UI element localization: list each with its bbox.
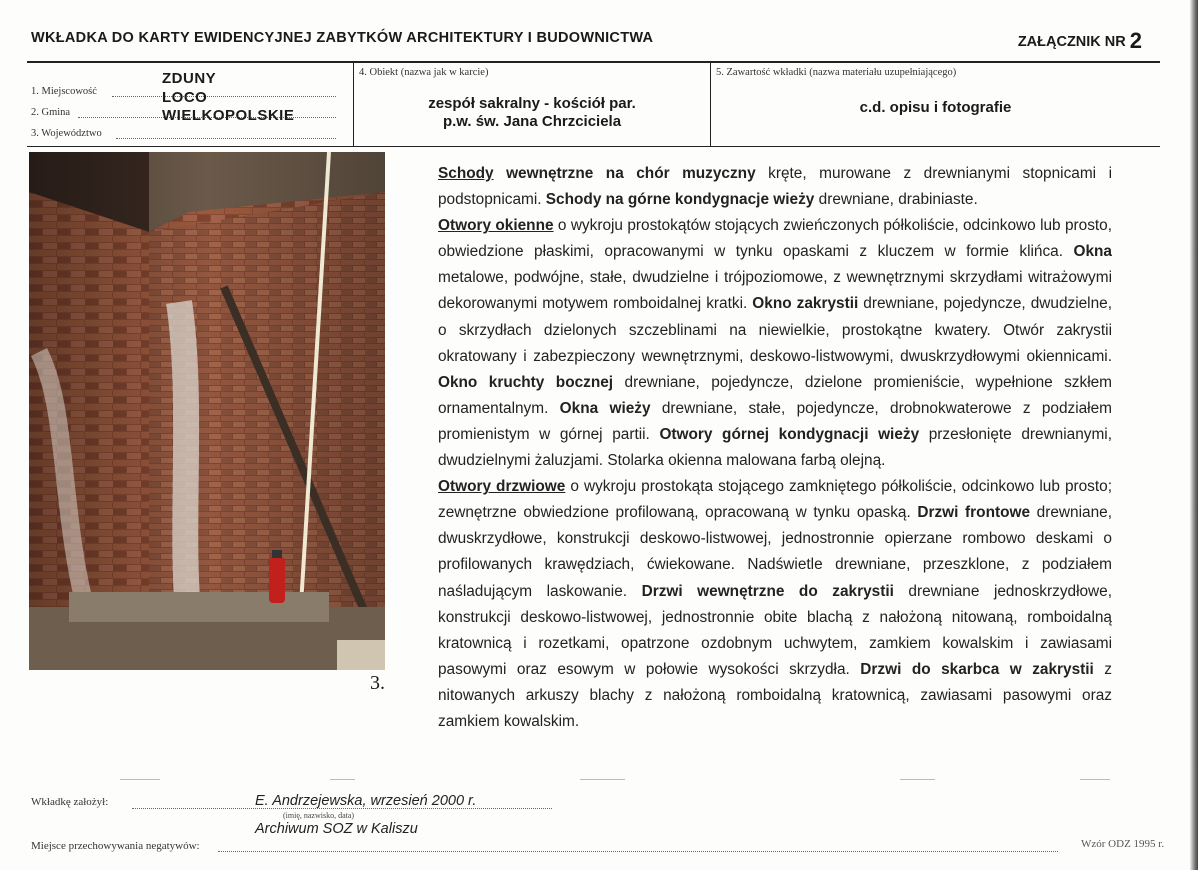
negatives-label: Miejsce przechowywania negatywów: [31, 840, 200, 852]
voivodeship-label: 3. Województwo [31, 128, 102, 139]
paragraph-windows [438, 213, 1112, 474]
header-top-rule [27, 61, 1160, 63]
text-run: z nitowanych arkuszy blachy z nałożoną romboidalną kratownicą, zawiasami pasowymi oraz zamkiem kowalskim. [438, 660, 1112, 730]
attachment-label-text: ZAŁĄCZNIK NR [1017, 34, 1126, 50]
archive-value: Archiwum SOZ w Kaliszu [255, 821, 418, 837]
text-run: drewniane jednoskrzydłowe, konstrukcji deskowo-listwowej, jednostronnie obite blachą z nałożoną nitowaną, romboidalną kratownicą i rozetkami, opatrzone ozdobnym uchwytem, zamkiem kowalskim i zawiasami pasowymi oraz esowym w połowie wysokości skrzydła. [438, 582, 1113, 678]
bold-term: Okno zakrystii [752, 295, 859, 313]
scan-edge [1190, 0, 1198, 870]
separator-dash [120, 779, 160, 780]
attachment-label [1018, 28, 1142, 54]
description-text [438, 161, 1112, 735]
content-value: c.d. opisu i fotografie [859, 99, 1012, 116]
commune-label: 2. Gmina [31, 107, 71, 118]
text-run: metalowe, podwójne, stałe, dwudzielne i trójpoziomowe, z wewnętrznymi skrzydłami witrażowymi dekorowanymi motywem romboidalnej kratki. [438, 269, 1112, 313]
bold-term: Drzwi do skarbca w zakrystii [860, 660, 1094, 678]
text-run: drewniane, pojedyncze, dwudzielne, o skrzydłach dzielonych szczeblinami na niewielkie, prostokątne kwatery. Otwór zakrystii okratowany i zabezpieczony wewnętrznymi, deskowo-listwowymi, dwuskrzydłowymi okiennicami. [438, 295, 1112, 365]
header-bottom-rule [27, 146, 1160, 147]
bold-term: Okna wieży [559, 399, 651, 417]
object-label: 4. Obiekt (nazwa jak w karcie) [359, 67, 489, 78]
section-heading: Otwory okienne [438, 217, 554, 235]
separator-dash [330, 779, 355, 780]
bold-term: wewnętrzne na chór muzyczny [493, 165, 756, 182]
locality-label: 1. Miejscowość [31, 86, 97, 97]
locality-dots [112, 96, 336, 97]
attachment-number: 2 [1129, 28, 1142, 53]
commune-value: LOCO [162, 89, 208, 106]
text-run: kręte, murowane z drewnianymi stopnicami i podstopnicami. [438, 165, 1112, 209]
text-run: drewniane, dwuskrzydłowe, konstrukcji deskowo-listwowej, jednostronnie opierzane rombowo deskami o profilowanych krawędziach, ćwiekowane. Nadświetle drewniane, przeszklone, z podziałem naśladującym laskowanie. [438, 504, 1112, 600]
text-run: przesłonięte drewnianymi, dwudzielnymi żaluzjami. Stolarka okienna malowana farbą olejną. [438, 425, 1112, 470]
separator-dash [900, 779, 935, 780]
voivodeship-dots [116, 138, 336, 139]
object-name [354, 95, 710, 131]
negatives-dots [218, 851, 1058, 852]
content-label: 5. Zawartość wkładki (nazwa materiału uzupełniającego) [716, 67, 957, 78]
separator-dash [580, 779, 625, 780]
text-run: o wykroju prostokątów stojących zwieńczonych półkoliście, odcinkowo lub prosto, obwiedzione płaskimi, opracowanymi w tynku opaskami z kluczem w formie klińca. [438, 217, 1113, 261]
author-hint: (imię, nazwisko, data) [283, 811, 355, 820]
bold-term: Drzwi frontowe [917, 504, 1031, 522]
bold-term: Okna [1073, 243, 1112, 261]
paragraph-doors [438, 474, 1112, 735]
bold-term: Drzwi wewnętrzne do zakrystii [641, 582, 894, 600]
section-heading: Otwory drzwiowe [438, 478, 566, 496]
voivodeship-value: WIELKOPOLSKIE [162, 107, 295, 124]
photo-number: 3. [370, 672, 385, 694]
text-run: drewniane, pojedyncze, dzielone promieniście, wypełnione szkłem ornamentalnym. [438, 373, 1112, 417]
author-label: Wkładkę założył: [31, 796, 109, 808]
text-run: drewniane, stałe, pojedyncze, drobnokwaterowe z podziałem promienistym w górnej partii. [438, 399, 1112, 443]
stairwell-photo [29, 152, 385, 670]
author-value: E. Andrzejewska, wrzesień 2000 r. [255, 793, 477, 809]
separator-dash [1080, 779, 1110, 780]
section-heading: Schody [438, 165, 494, 182]
text-run: o wykroju prostokąta stojącego zamkniętego półkoliście, odcinkowo lub prosto; zewnętrzne obwiedzione profilowaną, opracowaną w tynku opaską. [438, 478, 1112, 522]
bold-term: Otwory górnej kondygnacji wieży [659, 425, 920, 443]
bold-term: Schody na górne kondygnacje wieży [545, 191, 815, 209]
object-line-2: p.w. św. Jana Chrzciciela [442, 113, 622, 130]
form-code: Wzór ODZ 1995 r. [1081, 838, 1165, 850]
form-title: WKŁADKA DO KARTY EWIDENCYJNEJ ZABYTKÓW ARCHITEKTURY I BUDOWNICTWA [31, 30, 654, 46]
paragraph-stairs [438, 161, 1112, 213]
object-line-1: zespół sakralny - kościół par. [428, 95, 636, 112]
stairwell-photo-image [29, 152, 385, 670]
bold-term: Okno kruchty bocznej [438, 373, 614, 391]
locality-value: ZDUNY [162, 70, 217, 87]
text-run: drewniane, drabiniaste. [814, 191, 978, 209]
